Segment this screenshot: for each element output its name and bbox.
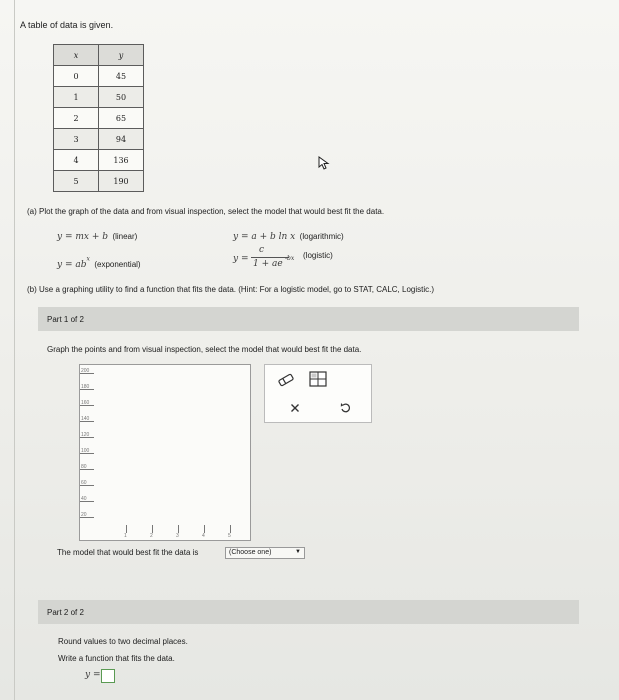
answer-label: y = bbox=[85, 670, 101, 680]
table-cell: 1 bbox=[54, 87, 99, 108]
table-cell: 2 bbox=[54, 108, 99, 129]
y-tick: 160 bbox=[80, 405, 94, 406]
table-cell: 45 bbox=[99, 66, 144, 87]
table-cell: 3 bbox=[54, 129, 99, 150]
eraser-icon[interactable] bbox=[277, 373, 295, 387]
table-cell: 0 bbox=[54, 66, 99, 87]
x-tick-label: 1 bbox=[124, 533, 127, 539]
y-tick: 40 bbox=[80, 501, 94, 502]
table-row bbox=[54, 150, 144, 171]
answer-input[interactable] bbox=[101, 669, 115, 683]
table-row bbox=[54, 66, 144, 87]
logistic-y: y = bbox=[233, 254, 249, 264]
model-select-value: (Choose one) bbox=[229, 549, 272, 556]
linear-label: (linear) bbox=[112, 232, 138, 241]
part1-instruction: Graph the points and from visual inspection, select the model that would best fit the data. bbox=[47, 345, 362, 354]
exp-label: (exponential) bbox=[94, 260, 141, 269]
y-tick: 180 bbox=[80, 389, 94, 390]
table-row bbox=[54, 87, 144, 108]
x-tick bbox=[230, 525, 231, 533]
model-exponential bbox=[57, 254, 141, 272]
x-axis bbox=[80, 525, 250, 540]
model-linear bbox=[57, 226, 137, 244]
x-tick-label: 4 bbox=[202, 533, 205, 539]
exp-equation: y = ab bbox=[57, 260, 87, 270]
table-row bbox=[54, 171, 144, 192]
x-tick bbox=[178, 525, 179, 533]
x-tick bbox=[204, 525, 205, 533]
y-tick: 120 bbox=[80, 437, 94, 438]
part-b-prompt: (b) Use a graphing utility to find a function that fits the data. (Hint: For a logistic model, go to STAT, CALC, Logistic.) bbox=[27, 285, 434, 294]
part2-header bbox=[38, 600, 579, 624]
logistic-numerator: c bbox=[259, 245, 265, 255]
y-tick: 80 bbox=[80, 469, 94, 470]
model-logistic bbox=[233, 245, 373, 271]
part-a-prompt: (a) Plot the graph of the data and from visual inspection, select the model that would best fit the data. bbox=[27, 207, 385, 216]
table-cell: 136 bbox=[99, 150, 144, 171]
model-logarithmic bbox=[233, 226, 344, 244]
graph-area[interactable] bbox=[79, 364, 251, 541]
write-prompt: Write a function that fits the data. bbox=[58, 654, 175, 663]
exp-superscript: x bbox=[86, 255, 90, 263]
y-tick: 140 bbox=[80, 421, 94, 422]
part2-title: Part 2 of 2 bbox=[47, 608, 84, 617]
table-row bbox=[54, 108, 144, 129]
table-cell: 5 bbox=[54, 171, 99, 192]
intro-text: A table of data is given. bbox=[20, 20, 114, 30]
x-tick-label: 5 bbox=[228, 533, 231, 539]
graph-tool-icon[interactable] bbox=[309, 371, 327, 387]
x-tick bbox=[126, 525, 127, 533]
table-row bbox=[54, 129, 144, 150]
table-header-y: y bbox=[99, 45, 144, 66]
part1-header bbox=[38, 307, 579, 331]
mouse-pointer-icon bbox=[317, 156, 331, 170]
left-border bbox=[14, 0, 15, 700]
table-cell: 50 bbox=[99, 87, 144, 108]
logistic-denominator: 1 + ae bbox=[253, 259, 283, 269]
data-table bbox=[53, 44, 144, 192]
log-equation: y = a + b ln x bbox=[233, 232, 296, 242]
fraction-bar bbox=[251, 257, 289, 258]
table-cell: 94 bbox=[99, 129, 144, 150]
part1-title: Part 1 of 2 bbox=[47, 315, 84, 324]
y-tick: 20 bbox=[80, 517, 94, 518]
dropdown-arrow-icon: ▼ bbox=[295, 549, 301, 555]
graph-tools-panel bbox=[264, 364, 372, 423]
table-header-x: x bbox=[54, 45, 99, 66]
undo-icon[interactable] bbox=[340, 402, 351, 413]
round-note: Round values to two decimal places. bbox=[58, 637, 188, 646]
x-tick-label: 3 bbox=[176, 533, 179, 539]
logistic-label: (logistic) bbox=[303, 251, 333, 260]
x-tick-label: 2 bbox=[150, 533, 153, 539]
clear-icon[interactable] bbox=[290, 403, 300, 413]
y-tick: 60 bbox=[80, 485, 94, 486]
x-tick bbox=[152, 525, 153, 533]
table-cell: 65 bbox=[99, 108, 144, 129]
logistic-superscript: -bx bbox=[285, 255, 295, 262]
y-tick: 100 bbox=[80, 453, 94, 454]
model-select[interactable] bbox=[225, 547, 305, 559]
table-header-row bbox=[54, 45, 144, 66]
model-question: The model that would best fit the data is bbox=[57, 548, 199, 557]
table-cell: 190 bbox=[99, 171, 144, 192]
log-label: (logarithmic) bbox=[299, 232, 344, 241]
y-tick: 200 bbox=[80, 373, 94, 374]
linear-equation: y = mx + b bbox=[57, 232, 108, 242]
table-cell: 4 bbox=[54, 150, 99, 171]
